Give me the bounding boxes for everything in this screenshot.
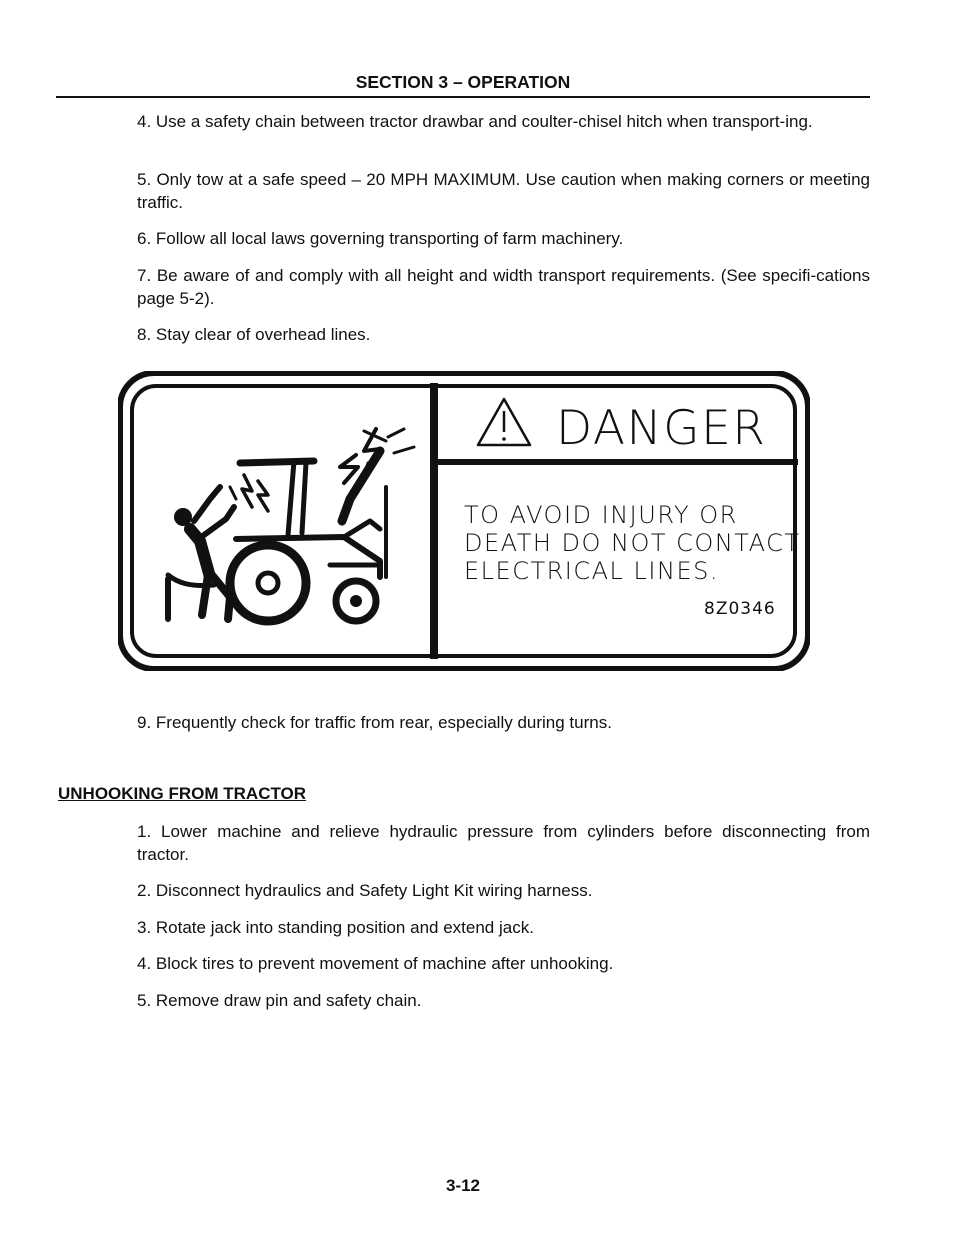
unhooking-item-2: 2. Disconnect hydraulics and Safety Light Kit wiring harness. <box>137 881 593 900</box>
transport-item-5: 5. Only tow at a safe speed – 20 MPH MAXIMUM. Use caution when making corners or meeting traffic. <box>137 170 870 212</box>
transport-item-4: 4. Use a safety chain between tractor drawbar and coulter-chisel hitch when transport-ing. <box>137 112 813 131</box>
unhooking-title: UNHOOKING FROM TRACTOR <box>58 784 307 803</box>
danger-decal <box>118 371 810 671</box>
unhooking-item-5: 5. Remove draw pin and safety chain. <box>137 991 422 1010</box>
transport-item-6: 6. Follow all local laws governing transporting of farm machinery. <box>137 229 624 248</box>
unhooking-item-4: 4. Block tires to prevent movement of machine after unhooking. <box>137 954 614 973</box>
decal-message-line-2: DEATH DO NOT CONTACT <box>464 529 801 557</box>
transport-item-8: 8. Stay clear of overhead lines. <box>137 325 371 344</box>
unhooking-item-3: 3. Rotate jack into standing position and extend jack. <box>137 918 534 937</box>
signal-word: DANGER <box>556 401 767 456</box>
decal-part-number: 8Z0346 <box>704 599 776 619</box>
section-title: SECTION 3 – OPERATION <box>56 72 870 98</box>
page-number: 3-12 <box>445 1176 481 1195</box>
decal-message-line-1: TO AVOID INJURY OR <box>464 501 738 529</box>
transport-item-9: 9. Frequently check for traffic from rear, especially during turns. <box>137 713 612 732</box>
decal-message-line-3: ELECTRICAL LINES. <box>464 557 719 585</box>
unhooking-item-1: 1. Lower machine and relieve hydraulic pressure from cylinders before disconnecting from tractor. <box>137 822 870 864</box>
transport-item-7: 7. Be aware of and comply with all height and width transport requirements. (See specifi-cations page 5-2). <box>137 266 870 308</box>
